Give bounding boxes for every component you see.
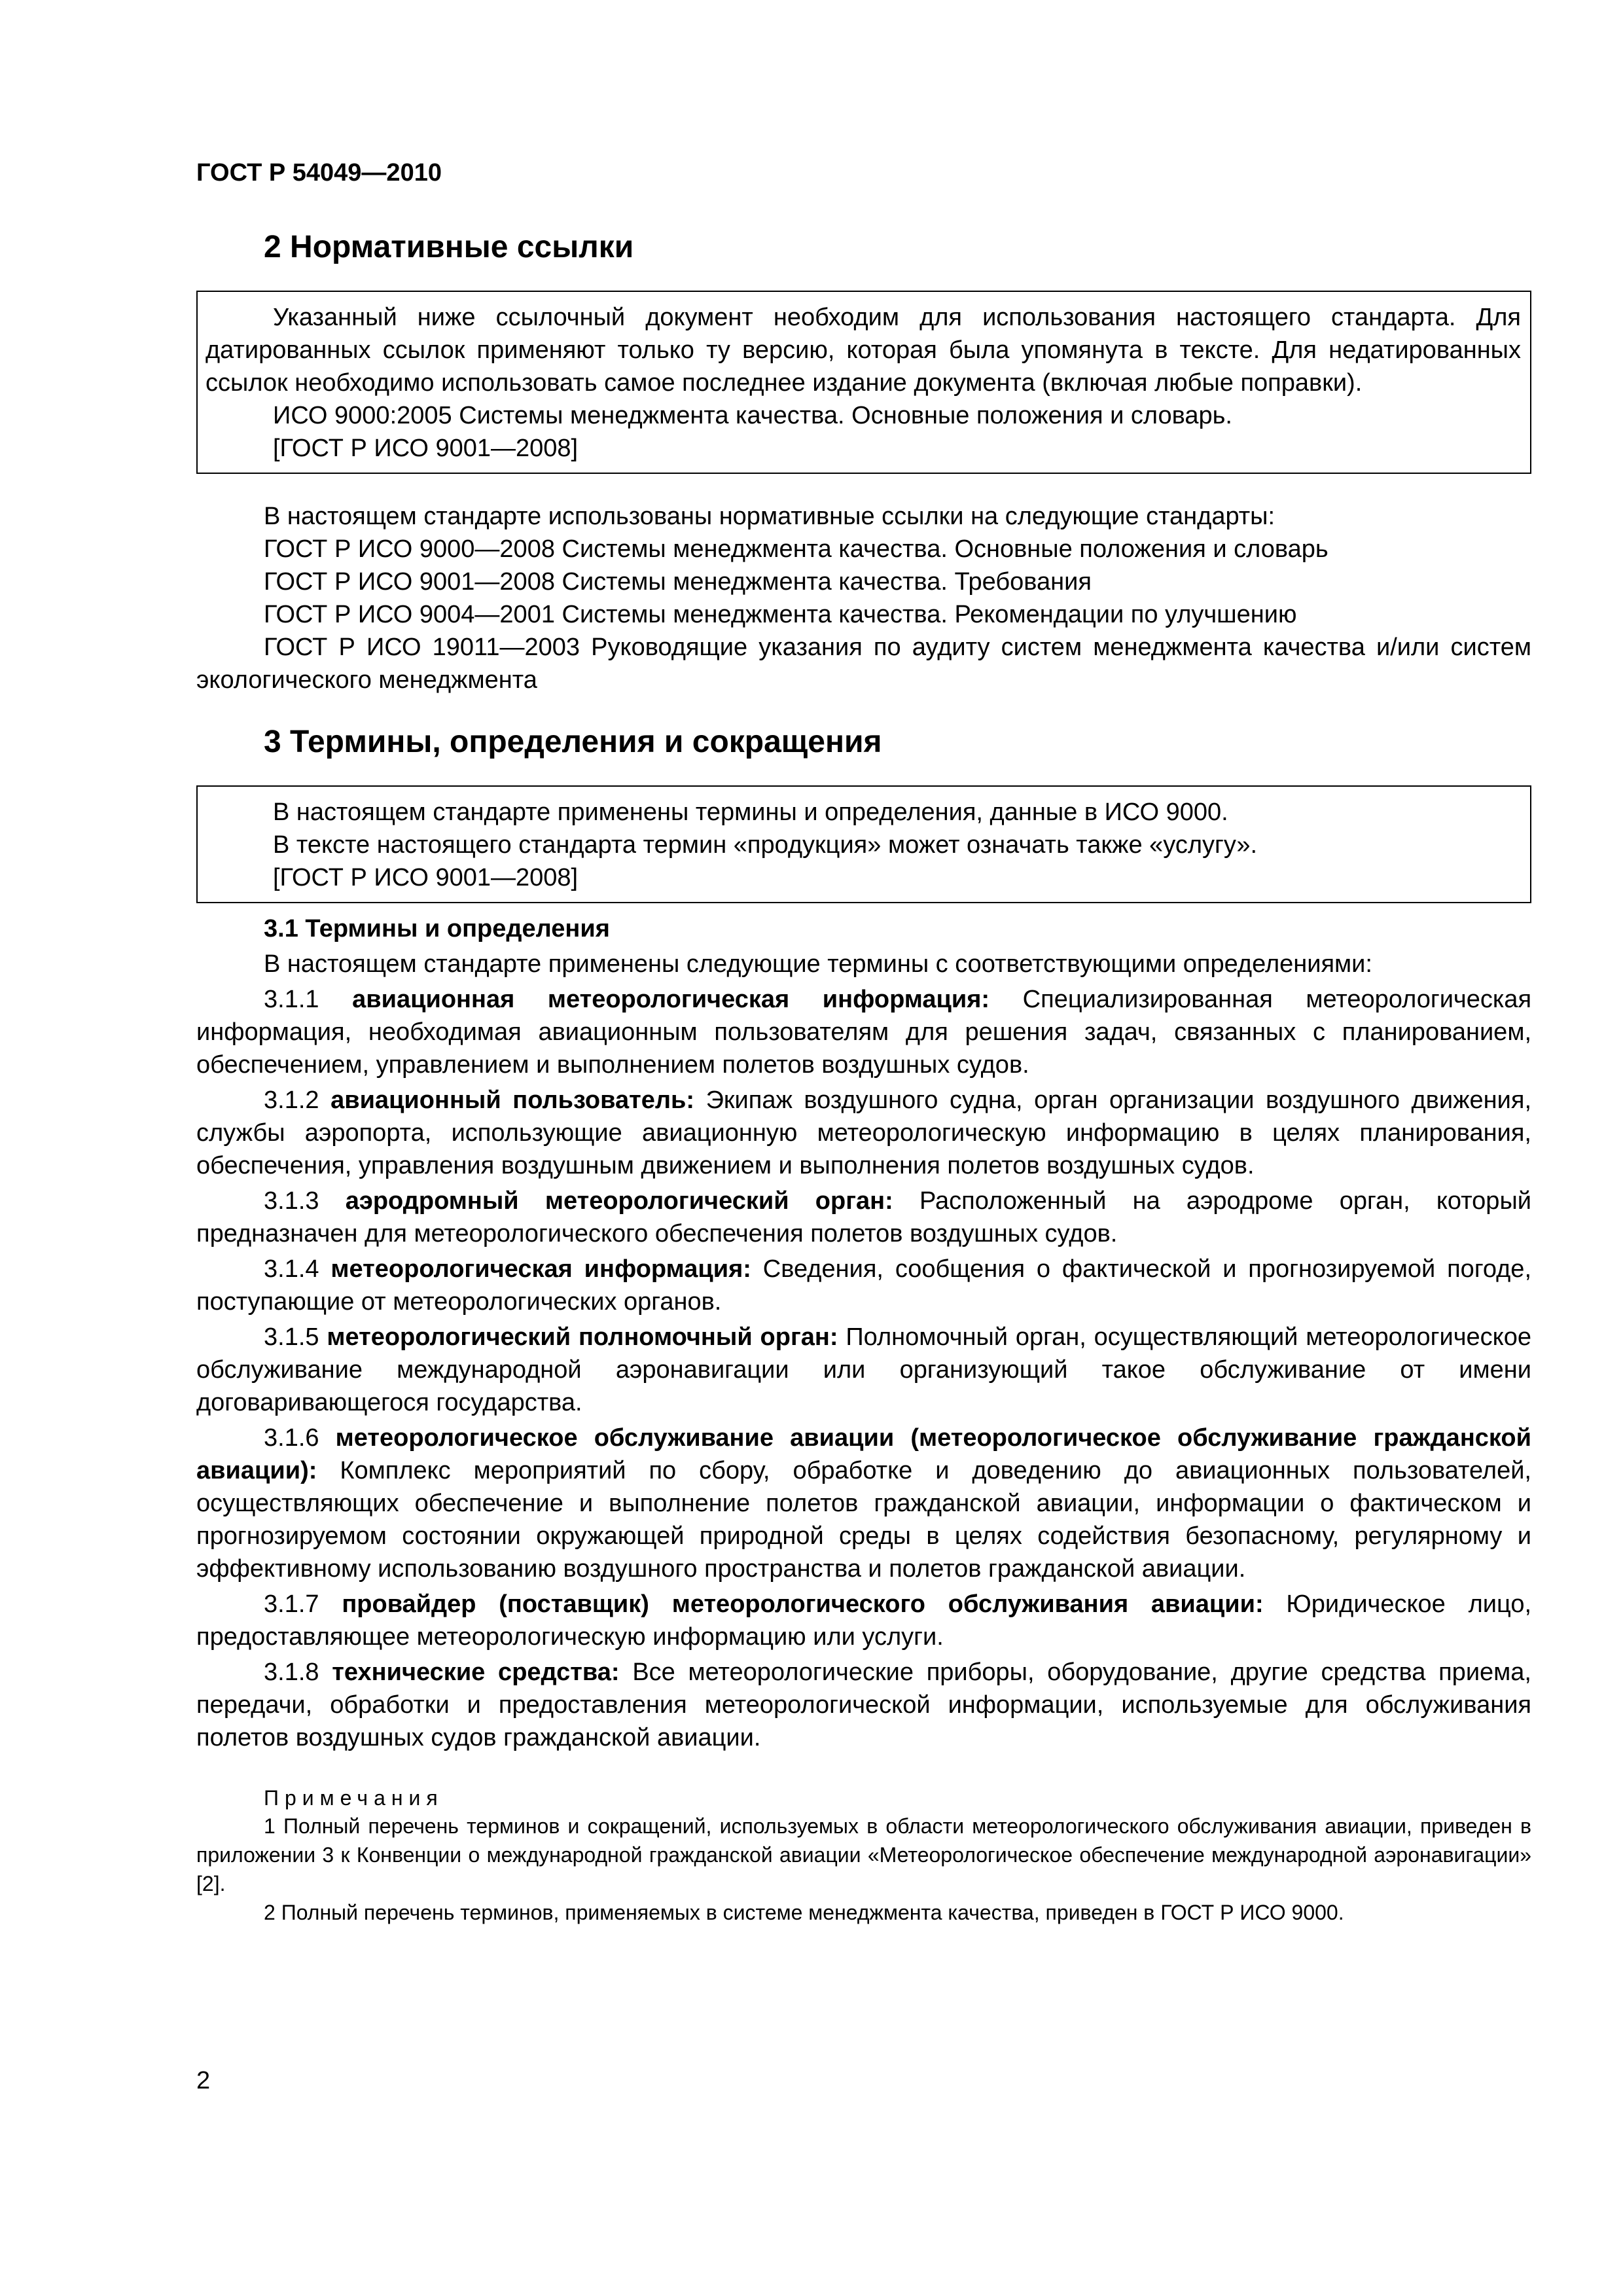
document-page — [196, 157, 1531, 1927]
term-definition: Специализированная метеорологическая информация, необходимая авиационным пользователям для решения задач, связанных с планированием, обеспечением, управлением и выполнением полетов воздушных судов. — [196, 986, 1532, 1079]
note-item: 2 Полный перечень терминов, применяемых в системе менеджмента качества, приведен в ГОСТ Р ИСО 9000. — [264, 1901, 1344, 1924]
term-number: 3.1.5 — [264, 1323, 319, 1351]
term-name: аэродромный метеорологический орган: — [345, 1187, 893, 1215]
page-number: 2 — [196, 2067, 211, 2094]
term-name: авиационная метеорологическая информация: — [352, 986, 990, 1013]
note-item: 1 Полный перечень терминов и сокращений, используемых в области метеорологического обслуживания авиации, приведен в приложении 3 к Конвенции о международной гражданской авиации «Метеорологическое обеспечение международной аэронавигации» [2]. — [196, 1814, 1531, 1895]
term-number: 3.1.6 — [264, 1424, 319, 1452]
term-entry — [196, 1185, 1531, 1250]
reference-item: ГОСТ Р ИСО 19011—2003 Руководящие указания по аудиту систем менеджмента качества и/или систем экологического менеджмента — [196, 634, 1531, 694]
document-code: ГОСТ Р 54049—2010 — [196, 159, 442, 187]
subsection-title: 3.1 Термины и определения — [264, 915, 610, 942]
section-2-box — [196, 291, 1531, 474]
term-entry — [196, 1588, 1531, 1653]
term-entry — [196, 1321, 1531, 1419]
term-name: провайдер (поставщик) метеорологического обслуживания авиации: — [342, 1590, 1264, 1618]
reference-item: ГОСТ Р ИСО 9004—2001 Системы менеджмента качества. Рекомендации по улучшению — [264, 601, 1297, 628]
box-paragraph: В настоящем стандарте применены термины и определения, данные в ИСО 9000. — [273, 798, 1228, 826]
term-definition: Комплекс мероприятий по сбору, обработке и доведению до авиационных пользователей, осуществляющих обеспечение и выполнение полетов гражданской авиации, информации о фактическом и прогнозируемом состоянии окружающей природной среды в целях содействия безопасному, регулярному и эффективному использованию воздушного пространства и полетов гражданской авиации. — [196, 1457, 1531, 1583]
term-name: авиационный пользователь: — [330, 1086, 695, 1114]
term-definition: Полномочный орган, осуществляющий метеорологическое обслуживание международной аэронавигации или организующий такое обслуживание от имени договаривающегося государства. — [196, 1323, 1531, 1416]
section-3-box — [196, 785, 1531, 903]
terms-intro: В настоящем стандарте применены следующие термины с соответствующими определениями: — [264, 950, 1372, 978]
term-number: 3.1.2 — [264, 1086, 319, 1114]
section-2-title: 2 Нормативные ссылки — [264, 230, 634, 264]
box-paragraph: Указанный ниже ссылочный документ необходим для использования настоящего стандарта. Для датированных ссылок применяют только ту версию, которая была упомянута в тексте. Для недатированных ссылок необходимо использовать самое последнее издание документа (включая любые поправки). — [205, 304, 1521, 397]
notes-block — [196, 1784, 1531, 1927]
term-number: 3.1.8 — [264, 1659, 319, 1686]
section-3-title: 3 Термины, определения и сокращения — [264, 725, 882, 759]
term-definition: Экипаж воздушного судна, орган организации воздушного движения, службы аэропорта, использующие авиационную метеорологическую информацию в целях планирования, обеспечения, управления воздушным движением и выполнения полетов воздушных судов. — [196, 1086, 1531, 1179]
term-name: метеорологический полномочный орган: — [327, 1323, 838, 1351]
term-entry — [196, 1253, 1531, 1318]
term-name: метеорологическое обслуживание авиации (метеорологическое обслуживание гражданской авиации): — [196, 1424, 1531, 1484]
term-number: 3.1.7 — [264, 1590, 319, 1618]
term-entry — [196, 1656, 1531, 1754]
term-number: 3.1.3 — [264, 1187, 319, 1215]
box-paragraph: [ГОСТ Р ИСО 9001—2008] — [273, 864, 579, 891]
term-definition: Сведения, сообщения о фактической и прогнозируемой погоде, поступающие от метеорологических органов. — [196, 1255, 1532, 1316]
notes-title: Примечания — [264, 1786, 444, 1810]
term-entry — [196, 983, 1531, 1081]
term-name: технические средства: — [332, 1659, 620, 1686]
term-definition: Юридическое лицо, предоставляющее метеорологическую информацию или услуги. — [196, 1590, 1532, 1651]
term-number: 3.1.1 — [264, 986, 319, 1013]
box-paragraph: ИСО 9000:2005 Системы менеджмента качества. Основные положения и словарь. — [273, 402, 1232, 429]
term-definition: Все метеорологические приборы, оборудование, другие средства приема, передачи, обработки и предоставления метеорологической информации, используемые для обслуживания полетов воздушных судов гражданской авиации. — [196, 1659, 1531, 1751]
box-paragraph: [ГОСТ Р ИСО 9001—2008] — [273, 435, 579, 462]
term-entry — [196, 1422, 1531, 1585]
references-intro: В настоящем стандарте использованы нормативные ссылки на следующие стандарты: — [264, 503, 1275, 530]
reference-item: ГОСТ Р ИСО 9000—2008 Системы менеджмента качества. Основные положения и словарь — [264, 535, 1329, 563]
term-number: 3.1.4 — [264, 1255, 319, 1283]
reference-item: ГОСТ Р ИСО 9001—2008 Системы менеджмента качества. Требования — [264, 568, 1092, 596]
term-definition: Расположенный на аэродроме орган, который предназначен для метеорологического обеспечения полетов воздушных судов. — [196, 1187, 1531, 1247]
term-entry — [196, 1084, 1531, 1182]
term-name: метеорологическая информация: — [330, 1255, 751, 1283]
box-paragraph: В тексте настоящего стандарта термин «продукция» может означать также «услугу». — [273, 831, 1258, 859]
